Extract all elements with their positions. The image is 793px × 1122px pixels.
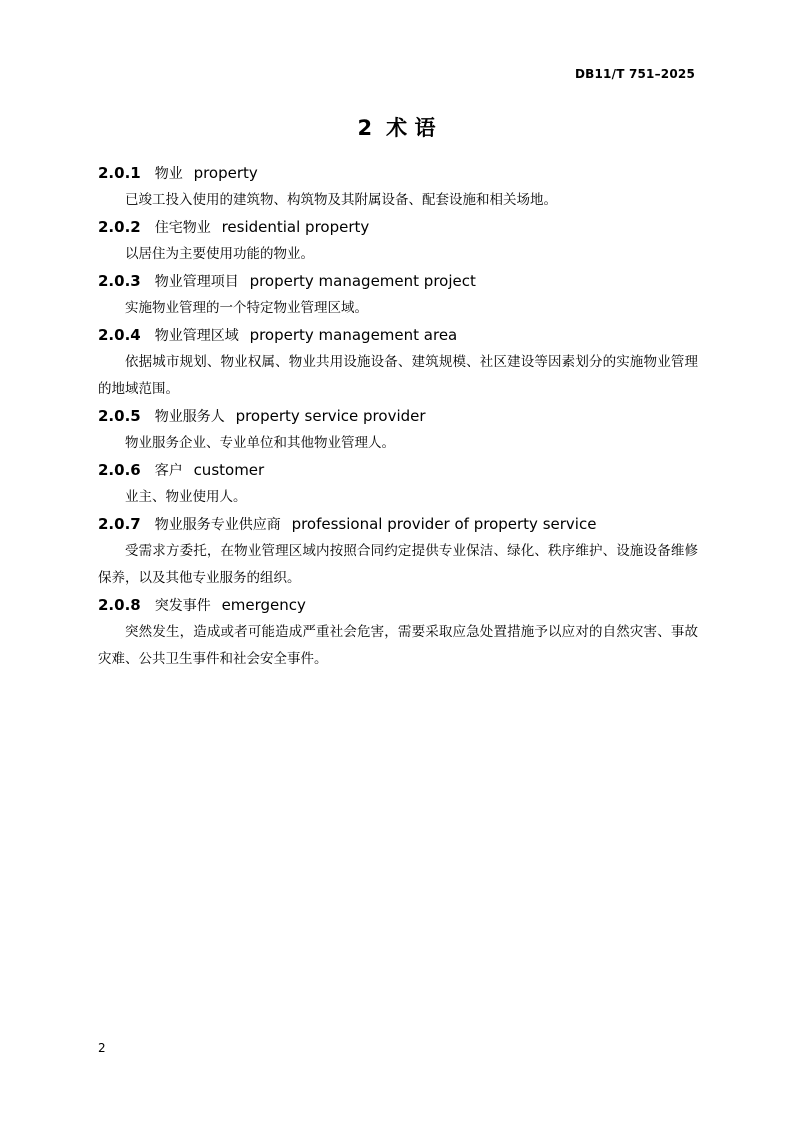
chapter-heading [0, 112, 793, 142]
term-entry [98, 214, 698, 268]
term-english: property management project [249, 272, 476, 290]
term-heading [98, 268, 698, 295]
page-number: 2 [98, 1041, 106, 1055]
term-english: property service provider [235, 407, 426, 425]
term-entry [98, 511, 698, 592]
term-definition: 依据城市规划、物业权属、物业共用设施设备、建筑规模、社区建设等因素划分的实施物业管理的地域范围。 [98, 354, 698, 397]
term-definition: 突然发生，造成或者可能造成严重社会危害，需要采取应急处置措施予以应对的自然灾害、事故灾难、公共卫生事件和社会安全事件。 [98, 624, 698, 667]
term-english: emergency [221, 596, 306, 614]
term-entry [98, 592, 698, 673]
term-number: 2.0.4 [98, 326, 141, 344]
term-entry [98, 403, 698, 457]
term-english: professional provider of property service [291, 515, 597, 533]
term-english: customer [193, 461, 265, 479]
term-number: 2.0.5 [98, 407, 141, 425]
term-definition: 已竣工投入使用的建筑物、构筑物及其附属设备、配套设施和相关场地。 [125, 192, 557, 208]
term-heading [98, 403, 698, 430]
term-chinese: 住宅物业 [154, 220, 211, 236]
term-number: 2.0.1 [98, 164, 141, 182]
term-number: 2.0.7 [98, 515, 141, 533]
term-definition: 受需求方委托，在物业管理区域内按照合同约定提供专业保洁、绿化、秩序维护、设施设备维修保养，以及其他专业服务的组织。 [98, 543, 698, 586]
term-heading [98, 592, 698, 619]
term-chinese: 物业服务人 [154, 409, 225, 425]
chapter-number: 2 [357, 116, 373, 140]
term-heading [98, 160, 698, 187]
term-number: 2.0.2 [98, 218, 141, 236]
term-chinese: 物业 [154, 166, 183, 182]
term-definition: 实施物业管理的一个特定物业管理区域。 [125, 300, 368, 316]
term-heading [98, 511, 698, 538]
term-entry [98, 160, 698, 214]
term-english: residential property [221, 218, 370, 236]
term-heading [98, 457, 698, 484]
term-chinese: 物业服务专业供应商 [154, 517, 281, 533]
term-chinese: 客户 [154, 463, 183, 479]
term-definition: 以居住为主要使用功能的物业。 [125, 246, 314, 262]
term-chinese: 物业管理项目 [154, 274, 239, 290]
terms-list [98, 160, 698, 673]
term-entry [98, 457, 698, 511]
term-entry [98, 322, 698, 403]
standard-code: DB11/T 751–2025 [575, 67, 695, 81]
term-heading [98, 322, 698, 349]
term-english: property [193, 164, 258, 182]
term-definition: 物业服务企业、专业单位和其他物业管理人。 [125, 435, 395, 451]
term-number: 2.0.6 [98, 461, 141, 479]
term-heading [98, 214, 698, 241]
term-chinese: 突发事件 [154, 598, 211, 614]
term-number: 2.0.3 [98, 272, 141, 290]
term-definition: 业主、物业使用人。 [125, 489, 247, 505]
term-number: 2.0.8 [98, 596, 141, 614]
term-chinese: 物业管理区域 [154, 328, 239, 344]
term-english: property management area [249, 326, 458, 344]
chapter-title: 术 语 [386, 116, 436, 140]
term-entry [98, 268, 698, 322]
